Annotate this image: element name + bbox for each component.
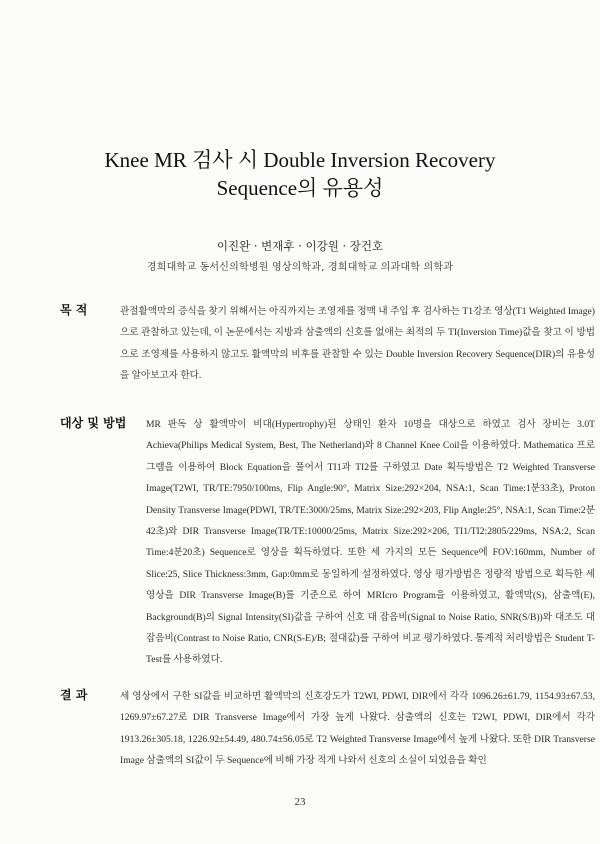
author-list: 이진완 · 변재후 · 이강원 · 장건호: [216, 239, 384, 253]
results-body: 세 영상에서 구한 SI값을 비교하면 활액막의 신호강도가 T2WI, PDWI, DIR에서 각각 1096.26±61.79, 1154.93±67.53, 1269.97±67.27로 DIR Transverse Image에서 가장 높게 나왔다. 삼출액의 신호는 T2WI, PDWI, DIR에서 각각 1913.26±305.18, 1226.92±54.49, 480.74±56.05로 T2 Weighted Transverse Image에서 높게 나왔다. 또한 DIR Transverse Image 삼출액의 SI값이 두 Sequence에 비해 가장 적게 나와서 신호의 소실이 되었음을 확인: [120, 691, 595, 767]
paper-title-line-2: Sequence의 유용성: [216, 176, 384, 200]
purpose-section: [60, 301, 595, 411]
results-heading: 결 과: [60, 688, 88, 702]
results-section: [60, 686, 595, 786]
purpose-heading: 목 적: [60, 303, 88, 317]
affiliation: 경희대학교 동서신의학병원 영상의학과, 경희대학교 의과대학 의학과: [146, 262, 454, 273]
purpose-body: 관절활액막의 증식을 찾기 위해서는 아직까지는 조영제를 정맥 내 주입 후 검사하는 T1강조 영상(T1 Weighted Image)으로 관찰하고 있는데, 이 논문에서는 지방과 삼출액의 신호를 없애는 최적의 두 TI(Inversion Time)값을 찾고 이 방법으로 조영제를 사용하지 않고도 활액막의 비후를 관찰할 수 있는 Double Inversion Recovery Sequence(DIR)의 유용성을 알아보고자 한다.: [120, 306, 595, 382]
paper-title-line-1: Knee MR 검사 시 Double Inversion Recovery: [104, 148, 496, 172]
subjects-methods-section: [60, 414, 595, 676]
subjects-methods-body: MR 판독 상 활액막이 비대(Hypertrophy)된 상태인 환자 10명을 대상으로 하였고 검사 장비는 3.0T Achieva(Philips Medical System, Best, The Netherland)와 8 Channel Knee Coil을 이용하였다. Mathematica 프로그램을 이용하여 Block Equation을 풀어서 TI1과 TI2를 구하였고 Date 획득방법은 T2 Weighted Transverse Image(T2WI, TR/TE:7950/100ms, Flip Angle:90°, Matrix Size:292×204, NSA:1, Scan Time:1분33초), Proton Density Transverse Image(PDWI, TR/TE:3000/25ms, Matrix Size:292×203, Flip Angle:25°, NSA:1, Scan Time:2분 42초)와 DIR Transverse Image(TR/TE:10000/25ms, Matrix Size:292×206, TI1/TI2:2805/229ms, NSA:2, Scan Time:4분20초) Sequence로 영상을 획득하였다. 또한 세 가지의 모든 Sequence에 FOV:160mm, Number of Slice:25, Slice Thickness:3mm, Gap:0mm로 동일하게 설정하였다. 영상 평가방법은 정량적 방법으로 획득한 세 영상을 DIR Transverse Image(B)를 기준으로 하여 MRIcro Program을 이용하였고, 활액막(S), 삼출액(E), Background(B)의 Signal Intensity(SI)값을 구하여 신호 대 잡음비(Signal to Noise Ratio, SNR(S/B))와 대조도 대 잡음비(Contrast to Noise Ratio, CNR(S-E)/B; 절대값)를 구하여 비교 평가하였다. 통계적 처리방법은 Student T-Test를 사용하였다.: [146, 419, 595, 666]
subjects-methods-heading: 대상 및 방법: [60, 416, 127, 430]
page-number: 23: [294, 796, 306, 808]
